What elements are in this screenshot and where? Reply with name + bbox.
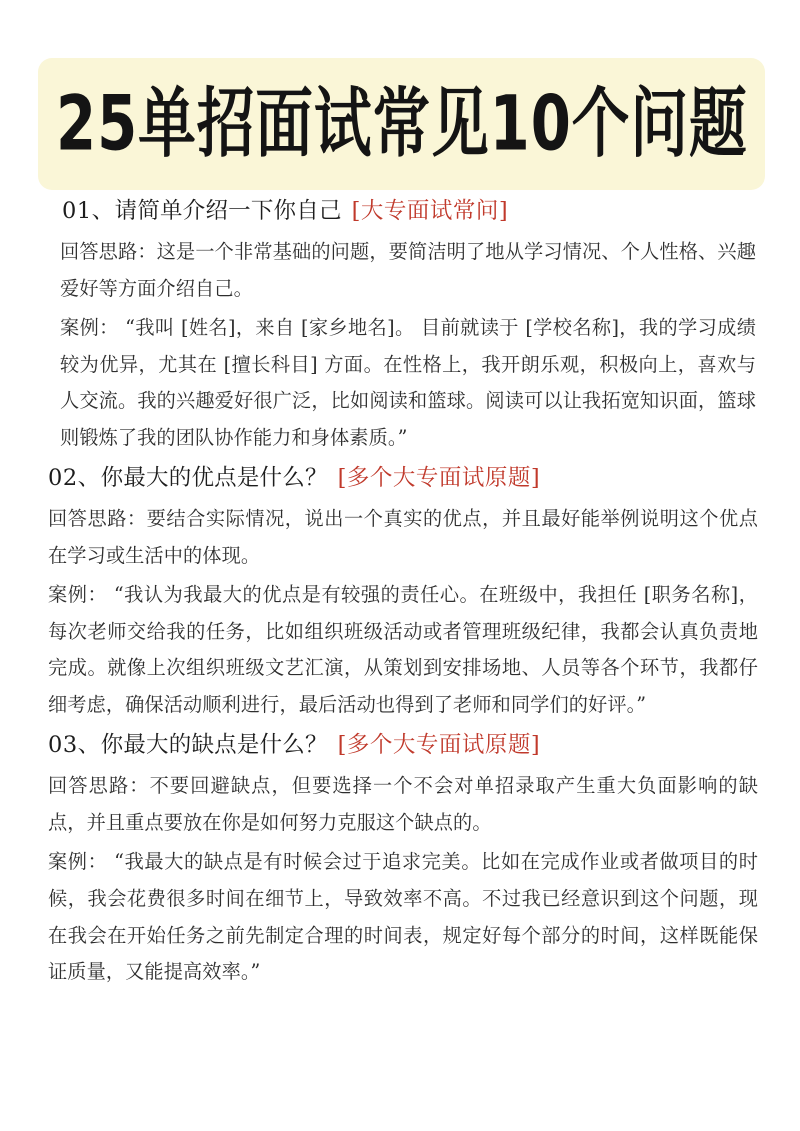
qa-block-1 [48,196,760,457]
question-number-3: 03、 [48,732,101,759]
content-area [0,196,800,993]
answer-example-1: 案例： “我叫 [姓名]，来自 [家乡地名]。 目前就读于 [学校名称]，我的学习成绩较为优异，尤其在 [擅长科目] 方面。在性格上，我开朗乐观，积极向上，喜欢与人交流。我的兴趣爱好很广泛，比如阅读和篮球。阅读可以让我拓宽知识面，篮球则锻炼了我的团队协作能力和身体素质。” [60,315,756,450]
question-heading-1 [62,196,760,228]
qa-block-2 [48,463,760,724]
answer-approach-1: 回答思路：这是一个非常基础的问题，要简洁明了地从学习情况、个人性格、兴趣爱好等方面介绍自己。 [60,239,756,300]
answer-approach-2: 回答思路：要结合实际情况，说出一个真实的优点，并且最好能举例说明这个优点在学习或生活中的体现。 [48,507,758,567]
answer-example-2: 案例： “我认为我最大的优点是有较强的责任心。在班级中，我担任 [职务名称]，每次老师交给我的任务，比如组织班级活动或者管理班级纪律，我都会认真负责地完成。就像上次组织班级文艺汇演，从策划到安排场地、人员等各个环节，我都仔细考虑，确保活动顺利进行，最后活动也得到了老师和同学们的好评。” [48,582,758,717]
qa-block-3 [48,730,760,991]
question-number-1: 01、 [62,198,115,224]
question-heading-3 [48,730,760,762]
question-title-2: 你最大的优点是什么？ [100,465,328,492]
question-tag-3: [多个大专面试原题] [337,732,541,759]
answer-approach-3: 回答思路：不要回避缺点，但要选择一个不会对单招录取产生重大负面影响的缺点，并且重点要放在你是如何努力克服这个缺点的。 [48,774,758,834]
question-title-1: 请简单介绍一下你自己 [114,198,342,224]
question-tag-2: [多个大专面试原题] [337,465,541,492]
title-banner [38,58,765,190]
question-tag-1: [大专面试常问] [351,198,509,224]
page-title: 25单招面试常见10个问题 [55,78,748,168]
answer-example-3: 案例： “我最大的缺点是有时候会过于追求完美。比如在完成作业或者做项目的时候，我会花费很多时间在细节上，导致效率不高。不过我已经意识到这个问题，现在我会在开始任务之前先制定合理的时间表，规定好每个部分的时间，这样既能保证质量，又能提高效率。” [48,849,758,984]
question-number-2: 02、 [48,465,101,492]
question-title-3: 你最大的缺点是什么？ [100,732,328,759]
question-heading-2 [48,463,760,495]
